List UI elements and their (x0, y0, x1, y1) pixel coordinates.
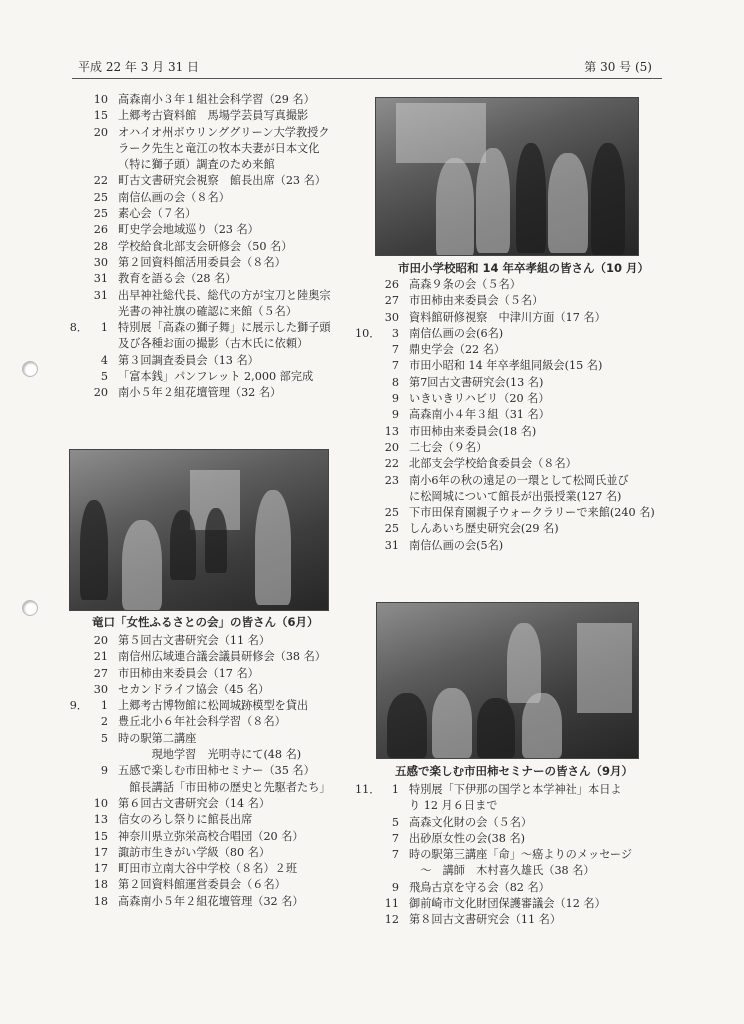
issue-number: 第 30 号 (5) (584, 60, 652, 74)
issue-date: 平成 22 年 3 月 31 日 (78, 60, 200, 74)
day-label: 3 (391, 326, 399, 340)
list-item (355, 489, 655, 505)
list-item (355, 375, 655, 391)
entry-text: 時の駅第二講座 (118, 731, 197, 745)
entry-text: 南信仏画の会(6名) (409, 326, 504, 340)
entry-text: 南信仏画の会（８名） (118, 190, 230, 204)
list-item (355, 456, 655, 472)
day-label: 13 (384, 424, 399, 438)
list-item (64, 157, 364, 173)
entry-text: 市田柿由来委員会（５名） (409, 294, 544, 308)
list-item (64, 829, 364, 845)
right-mid-list (355, 277, 655, 554)
header-rule (72, 78, 662, 79)
day-label: 9 (391, 392, 399, 406)
list-item (355, 391, 655, 407)
day-label: 2 (100, 715, 108, 729)
day-label: 31 (384, 538, 399, 552)
entry-text: 第２回資料館活用委員会（８名） (118, 255, 286, 269)
day-label: 20 (93, 386, 108, 400)
entry-text: ラーク先生と竜江の牧本夫妻が日本文化 (118, 141, 320, 155)
binder-hole-top (22, 361, 38, 377)
entry-text: ～ 講師 木村喜久雄氏（38 名） (409, 864, 595, 878)
entry-text: 豊丘北小６年社会科学習（８名） (118, 715, 286, 729)
day-label: 27 (384, 294, 399, 308)
list-item (64, 698, 364, 714)
entry-text: 御前崎市文化財団保護審議会（12 名） (409, 897, 606, 911)
day-label: 18 (93, 894, 108, 908)
month-label: 11． (355, 783, 381, 796)
right-bottom-list (355, 782, 675, 929)
entry-text: 光書の神社旗の確認に来館（５名） (118, 304, 298, 318)
day-label: 30 (93, 682, 108, 696)
entry-text: 第８回古文書研究会（11 名） (409, 913, 562, 927)
day-label: 20 (93, 125, 108, 139)
list-item (64, 222, 364, 238)
list-item (355, 880, 675, 896)
list-item (355, 440, 655, 456)
day-label: 15 (93, 109, 108, 123)
list-item (355, 782, 675, 798)
list-item (64, 731, 364, 747)
list-item (64, 780, 364, 796)
list-item (64, 353, 364, 369)
day-label: 28 (93, 239, 108, 253)
day-label: 1 (391, 783, 399, 796)
list-item (355, 912, 675, 928)
entry-text: 出砂原女性の会(38 名) (409, 831, 526, 845)
day-label: 17 (93, 845, 108, 859)
day-label: 7 (391, 343, 399, 357)
list-item (64, 92, 364, 108)
entry-text: 南小6年の秋の遠足の一環として松岡氏並び (409, 473, 629, 487)
entry-text: 上郷考古資料館 馬場学芸員写真撮影 (118, 109, 309, 123)
entry-text: 素心会（７名） (118, 207, 197, 221)
list-item (64, 369, 364, 385)
entry-text: 高森南小３年１組社会科学習（29 名） (118, 93, 315, 106)
list-item (64, 190, 364, 206)
entry-text: 館長講話「市田柿の歴史と先駆者たち」 (118, 780, 331, 794)
day-label: 7 (391, 831, 399, 845)
day-label: 25 (93, 207, 108, 221)
list-item (64, 796, 364, 812)
day-label: 10 (93, 796, 108, 810)
day-label: 7 (391, 848, 399, 862)
entry-text: しんあいち歴史研究会(29 名) (409, 522, 559, 536)
list-item (355, 847, 675, 863)
month-label: 8． (69, 321, 88, 335)
list-item (355, 342, 655, 358)
entry-text: 高森南小４年３組（31 名） (409, 408, 550, 422)
entry-text: 南信仏画の会(5名) (409, 538, 504, 552)
entry-text: 教育を語る会（28 名） (118, 272, 237, 286)
list-item (355, 538, 655, 554)
list-item (64, 649, 364, 665)
list-item (64, 861, 364, 877)
day-label: 17 (93, 862, 108, 876)
day-label: 12 (384, 913, 399, 927)
entry-text: 南信州広域連合議会議員研修会（38 名） (118, 650, 326, 664)
list-item (355, 831, 675, 847)
caption-women-group: 竜口「女性ふるさとの会」の皆さん（6月） (92, 615, 319, 629)
entry-text: 町田市立南大谷中学校（８名）２班 (118, 862, 298, 876)
list-item (64, 385, 364, 401)
entry-text: 上郷考古博物館に松岡城跡模型を貸出 (118, 699, 309, 713)
entry-text: 「富本銭」パンフレット 2,000 部完成 (118, 370, 314, 384)
list-item (355, 293, 655, 309)
entry-text: 町古文書研究会視察 館長出席（23 名） (118, 174, 326, 188)
list-item (355, 310, 655, 326)
entry-text: 出早神社総代長、総代の方が宝刀と陸奥宗 (118, 288, 331, 302)
entry-text: 高森文化財の会（５名） (409, 815, 533, 829)
day-label: 11 (384, 897, 399, 911)
day-label: 13 (93, 813, 108, 827)
list-item (355, 896, 675, 912)
day-label: 25 (384, 506, 399, 520)
day-label: 10 (93, 93, 108, 106)
day-label: 20 (384, 440, 399, 454)
list-item (64, 141, 364, 157)
entry-text: 神奈川県立弥栄高校合唱団（20 名） (118, 829, 304, 843)
day-label: 25 (384, 522, 399, 536)
list-item (64, 108, 364, 124)
day-label: 31 (93, 288, 108, 302)
entry-text: オハイオ州ボウリンググリーン大学教授ク (118, 125, 330, 139)
list-item (355, 473, 655, 489)
entry-text: （特に獅子頭）調査のため来館 (118, 158, 275, 172)
day-label: 22 (93, 174, 108, 188)
day-label: 4 (100, 353, 108, 367)
day-label: 5 (100, 370, 108, 384)
day-label: 9 (100, 764, 108, 778)
list-item (64, 304, 364, 320)
list-item (355, 424, 655, 440)
list-item (64, 877, 364, 893)
entry-text: 時の駅第三講座「命」～癌よりのメッセージ (409, 848, 633, 862)
entry-text: 第２回資料館運営委員会（６名） (118, 878, 286, 892)
photo-women-group (69, 449, 329, 611)
day-label: 18 (93, 878, 108, 892)
list-item (64, 288, 364, 304)
entry-text: 高森９条の会（５名） (409, 278, 521, 291)
entry-text: 南小５年２組花壇管理（32 名） (118, 386, 282, 400)
photo-class-reunion (375, 97, 639, 256)
day-label: 1 (100, 321, 108, 335)
entry-text: 資料館研修視察 中津川方面（17 名） (409, 310, 606, 324)
list-item (64, 763, 364, 779)
day-label: 9 (391, 408, 399, 422)
day-label: 20 (93, 634, 108, 647)
entry-text: 飛鳥古京を守る会（82 名） (409, 880, 550, 894)
entry-text: 信女のろし祭りに館長出席 (118, 813, 253, 827)
left-bottom-list (64, 633, 364, 910)
entry-text: 下市田保育園親子ウォークラリーで来館(240 名) (409, 506, 655, 520)
list-item (64, 173, 364, 189)
entry-text: 第６回古文書研究会（14 名） (118, 796, 271, 810)
month-label: 9． (69, 699, 88, 713)
list-item (355, 815, 675, 831)
entry-text: 諏訪市生きがい学級（80 名） (118, 845, 271, 859)
entry-text: 現地学習 光明寺にて(48 名) (118, 748, 302, 762)
list-item (64, 633, 364, 649)
list-item (355, 407, 655, 423)
day-label: 26 (93, 223, 108, 237)
day-label: 8 (391, 375, 399, 389)
list-item (64, 812, 364, 828)
list-item (64, 747, 364, 763)
list-item (355, 358, 655, 374)
day-label: 21 (93, 650, 108, 664)
caption-persimmon-seminar: 五感で楽しむ市田柿セミナーの皆さん（9月） (395, 764, 633, 778)
day-label: 7 (391, 359, 399, 373)
list-item (64, 206, 364, 222)
list-item (64, 336, 364, 352)
binder-hole-bottom (22, 600, 38, 616)
list-item (355, 798, 675, 814)
list-item (355, 277, 655, 293)
list-item (355, 505, 655, 521)
month-label: 10． (355, 326, 381, 340)
day-label: 30 (384, 310, 399, 324)
photo-persimmon-seminar (376, 602, 639, 759)
entry-text: 鼎史学会（22 名） (409, 343, 506, 357)
entry-text: セカンドライフ協会（45 名） (118, 682, 270, 696)
day-label: 9 (391, 880, 399, 894)
entry-text: 第５回古文書研究会（11 名） (118, 634, 271, 647)
day-label: 26 (384, 278, 399, 291)
list-item (64, 666, 364, 682)
list-item (64, 714, 364, 730)
day-label: 27 (93, 666, 108, 680)
entry-text: 高森南小５年２組花壇管理（32 名） (118, 894, 304, 908)
list-item (64, 682, 364, 698)
list-item (355, 521, 655, 537)
list-item (355, 326, 655, 342)
list-item (64, 320, 364, 336)
day-label: 30 (93, 255, 108, 269)
list-item (355, 863, 675, 879)
list-item (64, 894, 364, 910)
entry-text: 町史学会地域巡り（23 名） (118, 223, 259, 237)
entry-text: 市田柿由来委員会（17 名） (118, 666, 259, 680)
day-label: 25 (93, 190, 108, 204)
day-label: 15 (93, 829, 108, 843)
day-label: 1 (100, 699, 108, 713)
caption-class-reunion: 市田小学校昭和 14 年卒孝組の皆さん（10 月） (398, 261, 650, 275)
day-label: 22 (384, 457, 399, 471)
list-item (64, 239, 364, 255)
day-label: 31 (93, 272, 108, 286)
entry-text: に松岡城について館長が出張授業(127 名) (409, 489, 622, 503)
entry-text: 第３回調査委員会（13 名） (118, 353, 259, 367)
list-item (64, 845, 364, 861)
entry-text: 特別展「高森の獅子舞」に展示した獅子頭 (118, 321, 331, 335)
left-top-list (64, 92, 364, 402)
entry-text: 学校給食北部支会研修会（50 名） (118, 239, 293, 253)
day-label: 5 (391, 815, 399, 829)
day-label: 23 (384, 473, 399, 487)
list-item (64, 271, 364, 287)
entry-text: 市田小昭和 14 年卒孝組同級会(15 名) (409, 359, 603, 373)
entry-text: 市田柿由来委員会(18 名) (409, 424, 537, 438)
day-label: 5 (100, 731, 108, 745)
entry-text: り 12 月６日まで (409, 799, 498, 813)
list-item (64, 125, 364, 141)
entry-text: 第7回古文書研究会(13 名) (409, 375, 544, 389)
entry-text: 二七会（９名） (409, 440, 488, 454)
entry-text: 北部支会学校給食委員会（８名） (409, 457, 577, 471)
list-item (64, 255, 364, 271)
entry-text: 及び各種お面の撮影（古木氏に依頼） (118, 337, 309, 351)
entry-text: いきいきリハビリ（20 名） (409, 392, 550, 406)
entry-text: 特別展「下伊那の国学と本学神社」本日よ (409, 783, 622, 796)
entry-text: 五感で楽しむ市田柿セミナー（35 名） (118, 764, 315, 778)
